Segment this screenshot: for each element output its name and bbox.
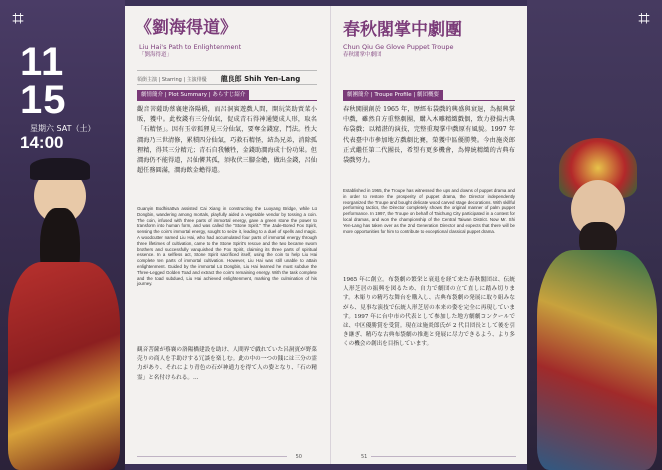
summary-en: Guanyin Bodhisattva assisted Cai Xiang in constructing the Luoyang Bridge, while Lü Dongbin, wandering among mortals, playfully aided a vegetable vendor by tossing a coin. The coin, infused with three parts of immortal energy, gave a green stone the power to transform into human form, and was called the "Stone Spirit." The Jade-Bored Fox Spirit, sensing the coin's immortal energy, sought to seize it, leading to a duel of spells and magic. A woodcutter named Liu Hai, who had accumulated four parts of immortal energy through three lifetimes of cultivation, came to the Stone Spirit's rescue and the two became sworn brothers and successfully vanquished the Fox Spirit, claiming its three parts of spiritual essence. In a selfless act, Stone Spirit sacrificed itself, using the coin to help Liu Hai complete ten parts of immortal cultivation. However, Liu Hai was still unable to attain enlightenment. Guided by the immortal Lü Dongbin, Liu Hai learned he must subdue the Three-Legged Golden Toad and extract the coin's remaining energy. With the task complete and the toad subdued, Liu Hai achieved enlightenment, marking the culmination of his journey. — [137, 206, 317, 287]
divider — [137, 70, 317, 71]
show-time: 14:00 — [20, 133, 64, 152]
page-number-right: 51 — [361, 454, 368, 460]
profile-ja: 1965 年に創立。布袋劇の繁栄と衰退を経て来た春秋閣団は、伝統人形芝居の振興を図るため、自力で劇団の立て直しに踏み切ります。木彫りの精巧な舞台を購入し、古典布袋劇の発展に取り組みながら、見事な演技で伝統人形芝居の本来の姿を完全に再現しています。1997 年に台中市の代表として参加した地方劇劇コンクールでは、中区優勝賞を受賞。現在は施炎郎氏が 2 代目団長として後を引き継ぎ、精巧な古典布袋劇の推進と発展に尽力できるよう、より多くの機会の創出を目指しています。 — [343, 277, 515, 348]
section-rule — [137, 100, 317, 101]
section-rule — [343, 100, 515, 101]
left-photo-panel — [0, 0, 125, 470]
profile-en: Established in 1965, the Troupe has witnessed the ups and downs of puppet drama and in order to restore the prosperity of puppet drama, the Director independently reorganized the Troupe and bought delicate wood carved stage decorations. With skillful performing tactics, the Director completely shows the original manner of palm puppet performance. In 1997, the Troupe on behalf of Taichung City participated in a contest for local dramas, and won the championship of the Central Taiwan District. Now Mr. Shi Yen-Lang has taken over as the 2nd Generation Director and expects that there will be more opportunities for him to contribute to exceptional classical puppet drama. — [343, 188, 515, 234]
right-photo-panel — [527, 0, 662, 470]
show-title-zh: 《劉海得道》 — [135, 18, 237, 38]
page-left — [125, 6, 330, 464]
date-month: 11 — [20, 40, 65, 84]
starring-row — [137, 74, 317, 84]
puppet-hair-icon — [30, 158, 90, 180]
date-day: 15 — [20, 78, 67, 122]
troupe-title-ja: 春秋閣掌中劇団 — [343, 52, 382, 58]
show-title-ja: 「劉海得道」 — [139, 52, 173, 58]
puppet-robe-icon — [537, 250, 657, 470]
divider — [137, 84, 317, 85]
show-title-en: Liu Hai's Path to Enlightenment — [139, 43, 242, 51]
footer-line — [137, 456, 287, 457]
puppet-robe-icon — [8, 262, 120, 470]
starring-label: 領銜主演 | Starring | 主演俳優 — [137, 77, 207, 83]
summary-ja: 観音菩薩が蔡襄の洛陽橋建設を助け、人間界で戯れていた呂洞賓が野菜売りの商人を手助けする冗談を楽しむ。此の中の一つの銭には三分の霊力があり、それにより青色の石が神通力を得て人の姿となり、「石の精霊」と名付けられる。… — [137, 347, 317, 381]
profile-zh: 春秋閣團創於 1965 年，歷經布袋戲的興盛與衰退，為振興掌中戲，雖然自方重整劇團，購入木雕精緻戲偶，致力發揚古典布袋戲；以精湛的演技，完整重現掌中戲原有風貌。1997 年代表臺中市參加地方戲劇比賽，榮獲中區優勝獎。今由施炎郎正式繼任第二代團長，希望有更多機會，為傳統精緻的古典布袋戲努力。 — [343, 106, 515, 165]
troupe-profile-tag: 劇團簡介 | Troupe Profile | 劇団概要 — [343, 90, 443, 100]
troupe-title-en: Chun Qiu Ge Glove Puppet Troupe — [343, 43, 454, 51]
corner-ornament-icon: ⌗ — [12, 6, 24, 30]
troupe-title-zh: 春秋閣掌中劇團 — [343, 20, 462, 40]
starring-name: 龍良郎 Shih Yen-Lang — [220, 75, 301, 83]
date-weekday: 星期六 SAT（土） — [30, 124, 96, 133]
corner-ornament-icon: ⌗ — [638, 6, 650, 30]
summary-zh: 觀音菩薩助蔡襄建洛陽橋，而呂洞賓遊戲人間，開玩笑助賣菜小販，獲中。此枚錢有三分仙氣，促成青石得神通變成人形，取名「石精怪」。因有玉帝狐狸見三分仙氣，要奪金錢窟，鬥法。性大澗海乃三世清修，累積四分仙氣，巧救石精怪，結為兄弟，消除孤狸精，得其三分精元；青石自我犧牲，金錢助澗海成十份功果。但澗海仍不能得道，呂仙憐其孤，須收伏三腳金蟾，做出金錢，呂仙超任務圓滿，澗海飲金蟾得道。 — [137, 106, 317, 175]
footer-line — [371, 456, 516, 457]
plot-summary-tag: 劇情簡介 | Plot Summary | あらすじ紹介 — [137, 90, 249, 100]
page-right — [330, 6, 527, 464]
page-number-left: 50 — [295, 454, 302, 460]
